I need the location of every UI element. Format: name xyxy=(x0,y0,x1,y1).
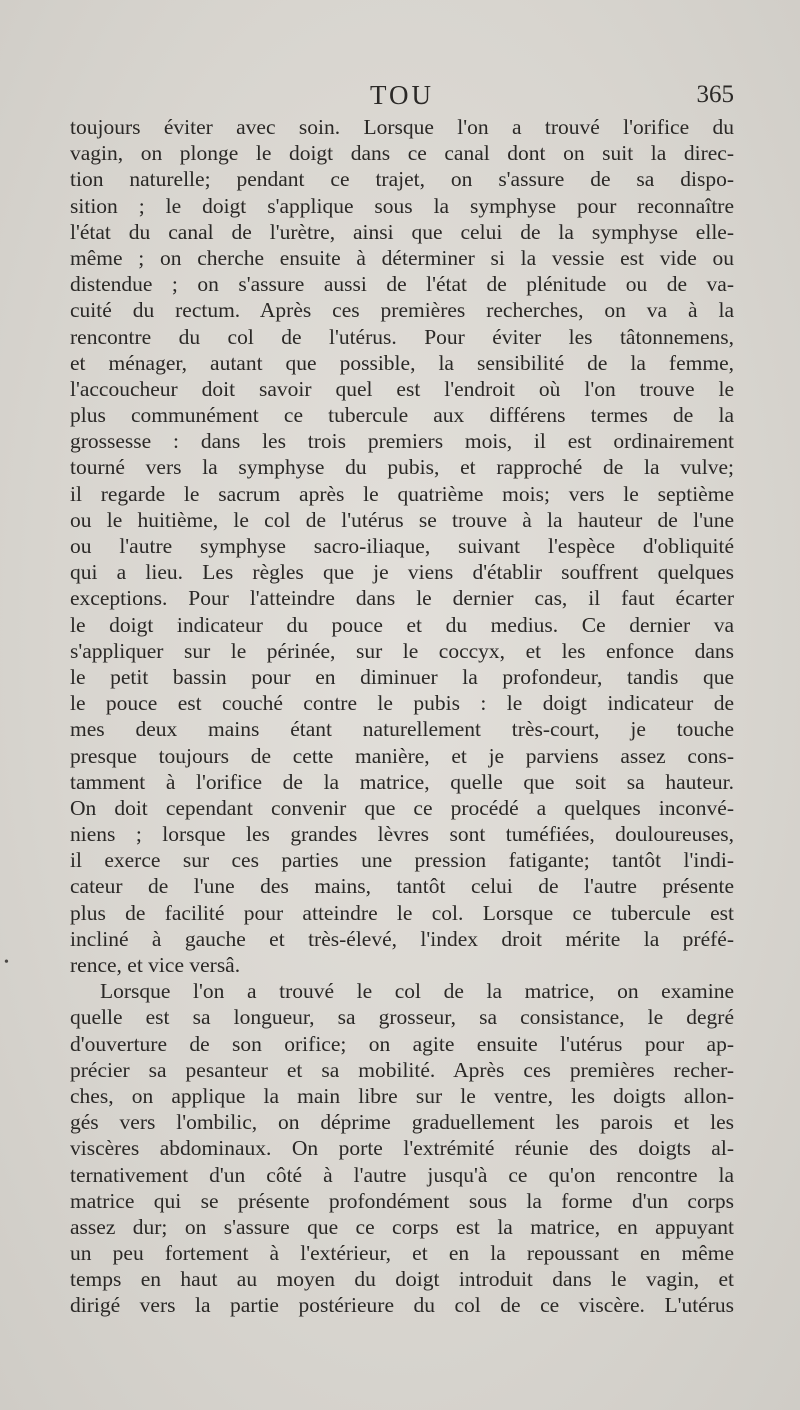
text-line: presque toujours de cette manière, et je parviens assez cons- xyxy=(70,743,734,768)
text-line: assez dur; on s'assure que ce corps est la matrice, en appuyant xyxy=(70,1214,734,1239)
text-line: qui a lieu. Les règles que je viens d'établir souffrent quelques xyxy=(70,560,734,585)
text-line: rence, et vice versâ. xyxy=(70,953,241,977)
paragraph-1 xyxy=(70,114,734,978)
text-line: cuité du rectum. Après ces premières recherches, on va à la xyxy=(70,298,734,323)
text-line: niens ; lorsque les grandes lèvres sont tuméfiées, douloureuses, xyxy=(70,822,734,847)
text-line: même ; on cherche ensuite à déterminer si la vessie est vide ou xyxy=(70,245,734,270)
text-line: sition ; le doigt s'applique sous la symphyse pour reconnaître xyxy=(70,193,734,218)
page-header xyxy=(70,78,734,112)
text-line: Lorsque l'on a trouvé le col de la matrice, on examine xyxy=(100,979,734,1004)
body-text xyxy=(70,114,734,1319)
text-line: il exerce sur ces parties une pression fatigante; tantôt l'indi- xyxy=(70,848,734,873)
running-head: TOU xyxy=(370,80,435,110)
text-line: ches, on applique la main libre sur le ventre, les doigts allon- xyxy=(70,1083,734,1108)
text-line: distendue ; on s'assure aussi de l'état de plénitude ou de va- xyxy=(70,272,734,297)
text-line: gés vers l'ombilic, on déprime graduellement les parois et les xyxy=(70,1110,734,1135)
text-line: le pouce est couché contre le pubis : le doigt indicateur de xyxy=(70,691,734,716)
text-line: tion naturelle; pendant ce trajet, on s'assure de sa dispo- xyxy=(70,167,734,192)
text-line: tamment à l'orifice de la matrice, quelle que soit sa hauteur. xyxy=(70,769,734,794)
text-line: un peu fortement à l'extérieur, et en la repoussant en même xyxy=(70,1241,734,1266)
text-line: On doit cependant convenir que ce procédé a quelques inconvé- xyxy=(70,795,734,820)
text-line: le petit bassin pour en diminuer la profondeur, tandis que xyxy=(70,664,734,689)
text-line: le doigt indicateur du pouce et du medius. Ce dernier va xyxy=(70,612,734,637)
margin-speck: • xyxy=(4,955,9,970)
text-line: tourné vers la symphyse du pubis, et rapproché de la vulve; xyxy=(70,455,734,480)
text-line: plus communément ce tubercule aux différens termes de la xyxy=(70,403,734,428)
text-line: il regarde le sacrum après le quatrième mois; vers le septième xyxy=(70,481,734,506)
text-line: l'accoucheur doit savoir quel est l'endroit où l'on trouve le xyxy=(70,376,734,401)
text-line: quelle est sa longueur, sa grosseur, sa consistance, le degré xyxy=(70,1005,734,1030)
text-line: dirigé vers la partie postérieure du col de ce viscère. L'utérus xyxy=(70,1293,734,1318)
text-line: grossesse : dans les trois premiers mois, il est ordinairement xyxy=(70,429,734,454)
text-line: ou le huitième, le col de l'utérus se trouve à la hauteur de l'une xyxy=(70,507,734,532)
text-line: l'état du canal de l'urètre, ainsi que celui de la symphyse elle- xyxy=(70,219,734,244)
paragraph-2 xyxy=(70,978,734,1318)
text-line: d'ouverture de son orifice; on agite ensuite l'utérus pour ap- xyxy=(70,1031,734,1056)
text-line: ou l'autre symphyse sacro-iliaque, suivant l'espèce d'obliquité xyxy=(70,534,734,558)
text-line: toujours éviter avec soin. Lorsque l'on a trouvé l'orifice du xyxy=(70,115,734,139)
text-line: viscères abdominaux. On porte l'extrémité réunie des doigts al- xyxy=(70,1136,734,1161)
text-line: s'appliquer sur le périnée, sur le coccyx, et les enfonce dans xyxy=(70,638,734,663)
text-line: plus de facilité pour atteindre le col. Lorsque ce tubercule est xyxy=(70,900,734,925)
text-line: exceptions. Pour l'atteindre dans le dernier cas, il faut écarter xyxy=(70,586,734,611)
text-line: vagin, on plonge le doigt dans ce canal dont on suit la direc- xyxy=(70,141,734,166)
text-line: incliné à gauche et très-élevé, l'index droit mérite la préfé- xyxy=(70,926,734,951)
text-line: matrice qui se présente profondément sous la forme d'un corps xyxy=(70,1188,734,1213)
text-line: et ménager, autant que possible, la sensibilité de la femme, xyxy=(70,350,734,375)
text-line: ternativement d'un côté à l'autre jusqu'à ce qu'on rencontre la xyxy=(70,1162,734,1187)
text-line: rencontre du col de l'utérus. Pour éviter les tâtonnemens, xyxy=(70,324,734,349)
text-line: précier sa pesanteur et sa mobilité. Après ces premières recher- xyxy=(70,1057,734,1082)
page-number: 365 xyxy=(696,81,734,108)
text-line: temps en haut au moyen du doigt introduit dans le vagin, et xyxy=(70,1267,734,1292)
text-line: cateur de l'une des mains, tantôt celui de l'autre présente xyxy=(70,874,734,899)
text-line: mes deux mains étant naturellement très-court, je touche xyxy=(70,717,734,742)
